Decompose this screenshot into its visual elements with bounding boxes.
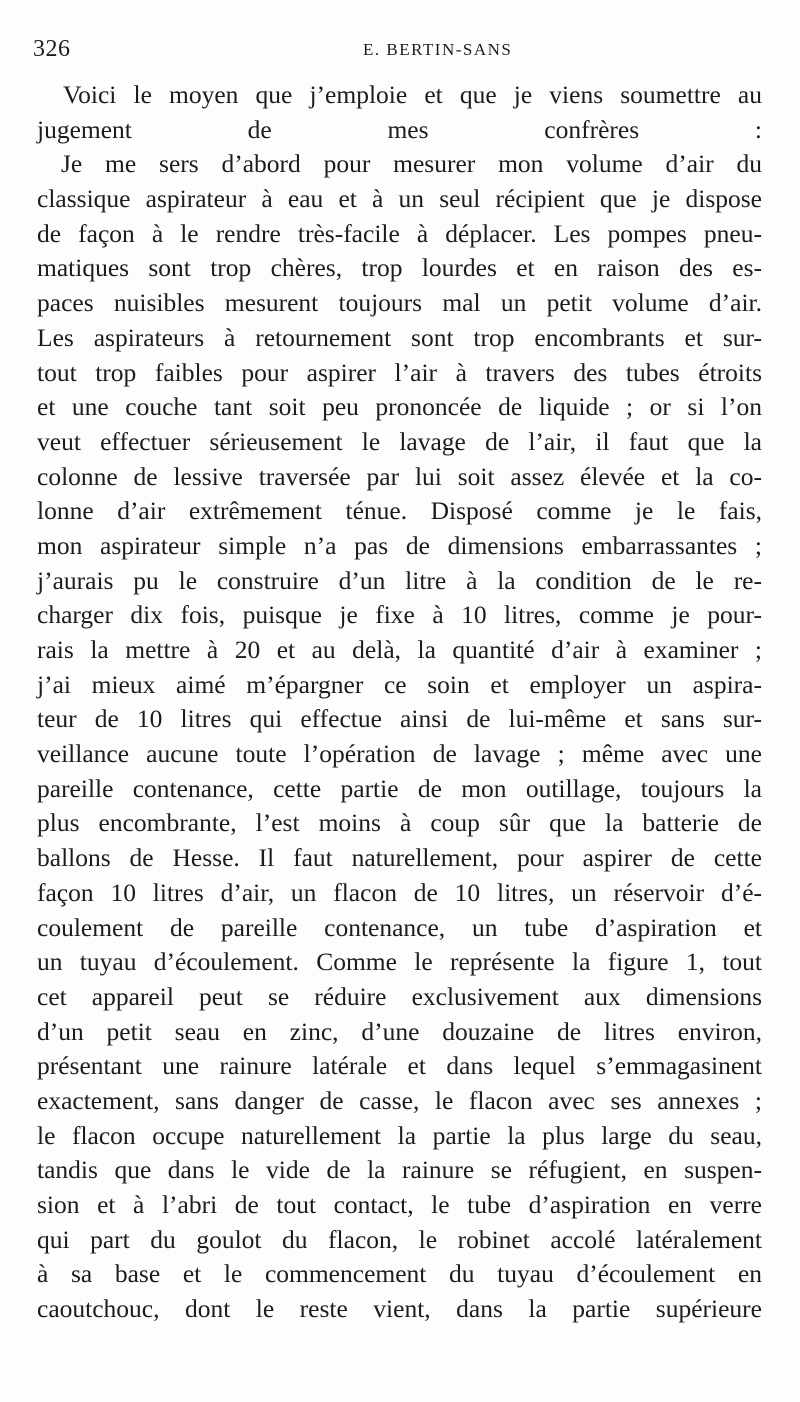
text-line: un tuyau d’écoulement. Comme le représente la figure 1, tout (37, 947, 762, 977)
text-line: colonne de lessive traversée par lui soit assez élevée et la co- (37, 461, 762, 491)
text-line: j’ai mieux aimé m’épargner ce soin et employer un aspira- (37, 669, 762, 699)
text-line: pareille contenance, cette partie de mon outillage, toujours la (37, 773, 762, 803)
text-line: classique aspirateur à eau et à un seul récipient que je dispose (37, 184, 762, 214)
text-line: à sa base et le commencement du tuyau d’écoulement en (37, 1259, 762, 1289)
text-line: rais la mettre à 20 et au delà, la quantité d’air à examiner ; (37, 635, 762, 664)
text-line: cet appareil peut se réduire exclusivement aux dimensions (37, 981, 762, 1011)
text-line: caoutchouc, dont le reste vient, dans la partie supérieure (37, 1294, 762, 1324)
text-line: ballons de Hesse. Il faut naturellement, pour aspirer de cette (37, 843, 762, 873)
text-line: le flacon occupe naturellement la partie la plus large du seau, (37, 1120, 762, 1150)
text-line: Je me sers d’abord pour mesurer mon volume d’air du (61, 149, 762, 179)
text-line: coulement de pareille contenance, un tube d’aspiration et (37, 912, 762, 942)
text-line: tout trop faibles pour aspirer l’air à travers des tubes étroits (37, 357, 762, 387)
text-line: qui part du goulot du flacon, le robinet accolé latéralement (37, 1224, 762, 1254)
text-line: façon 10 litres d’air, un flacon de 10 litres, un réservoir d’é- (37, 877, 762, 907)
text-line: charger dix fois, puisque je fixe à 10 litres, comme je pour- (37, 600, 762, 630)
text-line: Voici le moyen que j’emploie et que je viens soumettre au (63, 80, 762, 109)
text-line: présentant une rainure latérale et dans lequel s’emmagasinent (37, 1051, 762, 1081)
text-line: veut effectuer sérieusement le lavage de l’air, il faut que la (37, 426, 762, 456)
text-line: lonne d’air extrêmement ténue. Disposé comme je le fais, (37, 496, 762, 526)
text-line: de façon à le rendre très-facile à déplacer. Les pompes pneu- (37, 218, 762, 248)
text-line: matiques sont trop chères, trop lourdes et en raison des es- (37, 253, 762, 283)
body-text (37, 78, 762, 1327)
text-line: exactement, sans danger de casse, le flacon avec ses annexes ; (37, 1085, 762, 1115)
text-line: paces nuisibles mesurent toujours mal un petit volume d’air. (37, 288, 762, 318)
text-line: j’aurais pu le construire d’un litre à la condition de le re- (37, 565, 762, 595)
text-line: veillance aucune toute l’opération de lavage ; même avec une (37, 739, 762, 769)
page-header (33, 36, 763, 66)
running-head: E. BERTIN-SANS (363, 40, 513, 59)
text-line: d’un petit seau en zinc, d’une douzaine de litres environ, (37, 1016, 762, 1046)
text-line: Les aspirateurs à retournement sont trop encombrants et sur- (37, 322, 762, 352)
text-line: teur de 10 litres qui effectue ainsi de lui-même et sans sur- (37, 704, 762, 734)
text-line: plus encombrante, l’est moins à coup sûr que la batterie de (37, 808, 762, 838)
text-line: et une couche tant soit peu prononcée de liquide ; or si l’on (37, 392, 762, 422)
page-number: 326 (33, 36, 71, 62)
text-line: mon aspirateur simple n’a pas de dimensions embarrassantes ; (37, 530, 762, 560)
text-line: sion et à l’abri de tout contact, le tube d’aspiration en verre (37, 1190, 762, 1219)
text-line: tandis que dans le vide de la rainure se réfugient, en suspen- (37, 1155, 762, 1185)
text-line: jugement de mes confrères : (37, 114, 762, 144)
